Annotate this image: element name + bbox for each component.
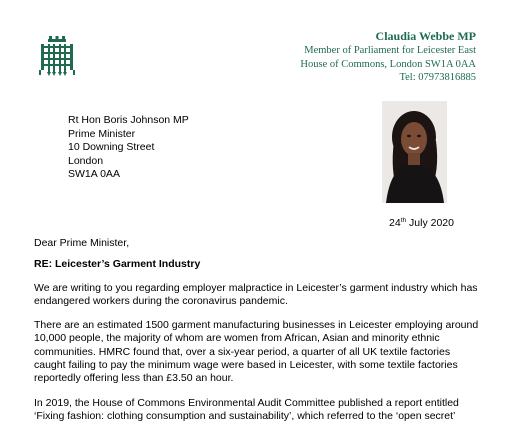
mp-telephone: Tel: 07973816885 [399, 72, 476, 83]
mp-role: Member of Parliament for Leicester East [304, 45, 476, 56]
recipient-city: London [68, 154, 104, 167]
paragraph: We are writing to you regarding employer malpractice in Leicester’s garment industry which has endangered workers during the coronavirus pandemic. [34, 281, 478, 307]
date-month-year: July 2020 [406, 217, 454, 229]
letter-body [34, 237, 479, 434]
subject-line: RE: Leicester’s Garment Industry [34, 258, 201, 271]
mp-portrait-photo [382, 101, 447, 203]
date-day: 24 [389, 217, 401, 229]
recipient-street: 10 Downing Street [68, 141, 155, 153]
paragraph: In 2019, the House of Commons Environmental Audit Committee published a report entitled ‘Fixing fashion: clothing consumption and sustainability’, which referred to the ‘open secret’ [34, 396, 459, 422]
portcullis-icon [38, 36, 76, 78]
date-suffix: th [400, 217, 407, 224]
mp-name: Claudia Webbe MP [375, 29, 476, 43]
recipient-postcode: SW1A 0AA [68, 168, 120, 180]
mp-letterhead [300, 28, 476, 85]
letter-date [389, 217, 454, 229]
paragraph: There are an estimated 1500 garment manufacturing businesses in Leicester employing around 10,000 people, the majority of whom are women from African, Asian and minority ethnic communities. HMRC found that, over a six-year period, a quarter of all UK textile factories caught failing to pay the minimum wage were based in Leicester, with some textile factories reportedly offering less than £3.50 an hour. [34, 319, 479, 385]
mp-address: House of Commons, London SW1A 0AA [300, 58, 476, 70]
salutation: Dear Prime Minister, [34, 237, 130, 249]
recipient-address [68, 114, 189, 182]
portrait-illustration [382, 101, 447, 203]
recipient-name: Rt Hon Boris Johnson MP [68, 114, 189, 126]
recipient-title: Prime Minister [68, 127, 136, 140]
